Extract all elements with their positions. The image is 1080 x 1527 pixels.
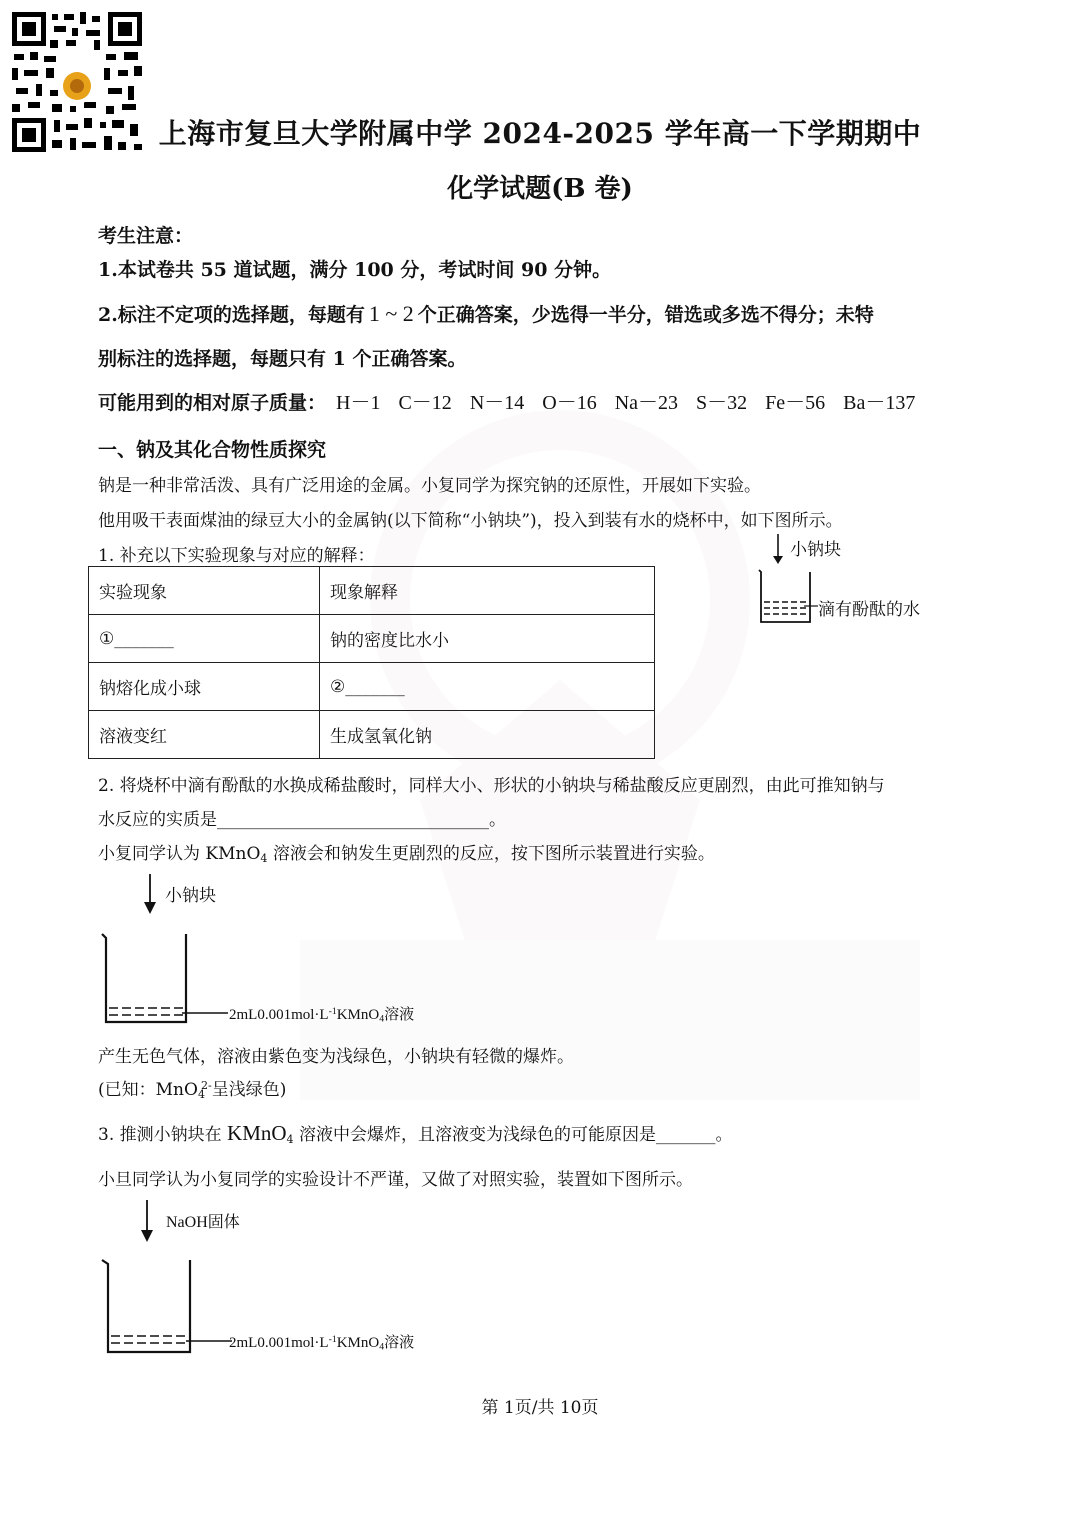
table-cell: ②_______ — [320, 663, 655, 711]
answer-blank[interactable]: _______ — [655, 1125, 716, 1145]
page-number: 第 1页/共 10页 — [481, 1398, 599, 1418]
figure1-label-top: 小钠块 — [790, 540, 841, 560]
question-1: 1. 补充以下实验现象与对应的解释： — [98, 546, 375, 566]
figure2-label-top: 小钠块 — [165, 886, 216, 906]
table-row — [89, 615, 655, 663]
table-row — [89, 711, 655, 759]
observation: 产生无色气体，溶液由紫色变为浅绿色，小钠块有轻微的爆炸。 — [98, 1047, 574, 1067]
question-3: 3. 推测小钠块在 KMnO$_4$ 溶液中会爆炸，且溶液变为浅绿色的可能原因是_______。 — [98, 1121, 733, 1146]
table-cell: ①_______ — [89, 615, 320, 663]
title-line2: 化学试题(B 卷) — [447, 174, 633, 204]
table-cell: 钠熔化成小球 — [89, 663, 320, 711]
notice-item1: 1.本试卷共 55 道试题，满分 100 分，考试时间 90 分钟。 — [98, 259, 612, 281]
experiment-table — [88, 566, 655, 759]
control-experiment-intro: 小旦同学认为小复同学的实验设计不严谨，又做了对照实验，装置如下图所示。 — [98, 1170, 693, 1190]
kmno4-intro: 小复同学认为 KMnO$_4$ 溶液会和钠发生更剧烈的反应，按下图所示装置进行实验。 — [98, 844, 715, 865]
figure1-label-side: 滴有酚酞的水 — [818, 600, 920, 620]
notice-range: 1 ~ 2 — [368, 301, 414, 326]
table-header-cell: 实验现象 — [89, 567, 320, 615]
table-cell: 钠的密度比水小 — [320, 615, 655, 663]
notice-item2-cont: 别标注的选择题，每题只有 1 个正确答案。 — [98, 348, 467, 370]
title-line1: 上海市复旦大学附属中学 2024-2025 学年高一下学期期中 — [158, 117, 922, 150]
question-2-line1: 2. 将烧杯中滴有酚酞的水换成稀盐酸时，同样大小、形状的小钠块与稀盐酸反应更剧烈，由此可推知钠与 — [98, 776, 885, 796]
table-cell: 溶液变红 — [89, 711, 320, 759]
notice-heading: 考生注意： — [98, 225, 194, 247]
figure2-label-side: $2mL0.001mol\cdot L^{-1}KMnO_4$溶液 — [229, 1006, 415, 1025]
answer-blank[interactable]: ________________________________ — [217, 810, 489, 830]
table-header-row — [89, 567, 655, 615]
question-2-line2: 水反应的实质是________________________________。 — [98, 810, 506, 830]
section1-intro2: 他用吸干表面煤油的绿豆大小的金属钠(以下简称“小钠块”)，投入到装有水的烧杯中，如下图所示。 — [98, 511, 843, 531]
table-header-cell: 现象解释 — [320, 567, 655, 615]
notice-item2: 2.标注不定项的选择题，每题有 1 ~ 2 个正确答案，少选得一半分，错选或多选不得分；未特 — [98, 301, 874, 326]
known-note: (已知：MnO$_4^{2-}$呈浅绿色) — [98, 1079, 287, 1101]
table-cell: 生成氢氧化钠 — [320, 711, 655, 759]
atomic-masses: 可能用到的相对原子质量： H－1 C－12 N－14 O－16 Na－23 S－32 Fe－56 Ba－137 — [98, 392, 916, 414]
figure3-label-side: $2mL0.001mol\cdot L^{-1}KMnO_4$溶液 — [229, 1334, 415, 1353]
section1-heading: 一、钠及其化合物性质探究 — [98, 439, 327, 461]
section1-intro1: 钠是一种非常活泼、具有广泛用途的金属。小复同学为探究钠的还原性，开展如下实验。 — [98, 476, 761, 496]
figure3-label-top: NaOH固体 — [166, 1214, 240, 1231]
table-row — [89, 663, 655, 711]
